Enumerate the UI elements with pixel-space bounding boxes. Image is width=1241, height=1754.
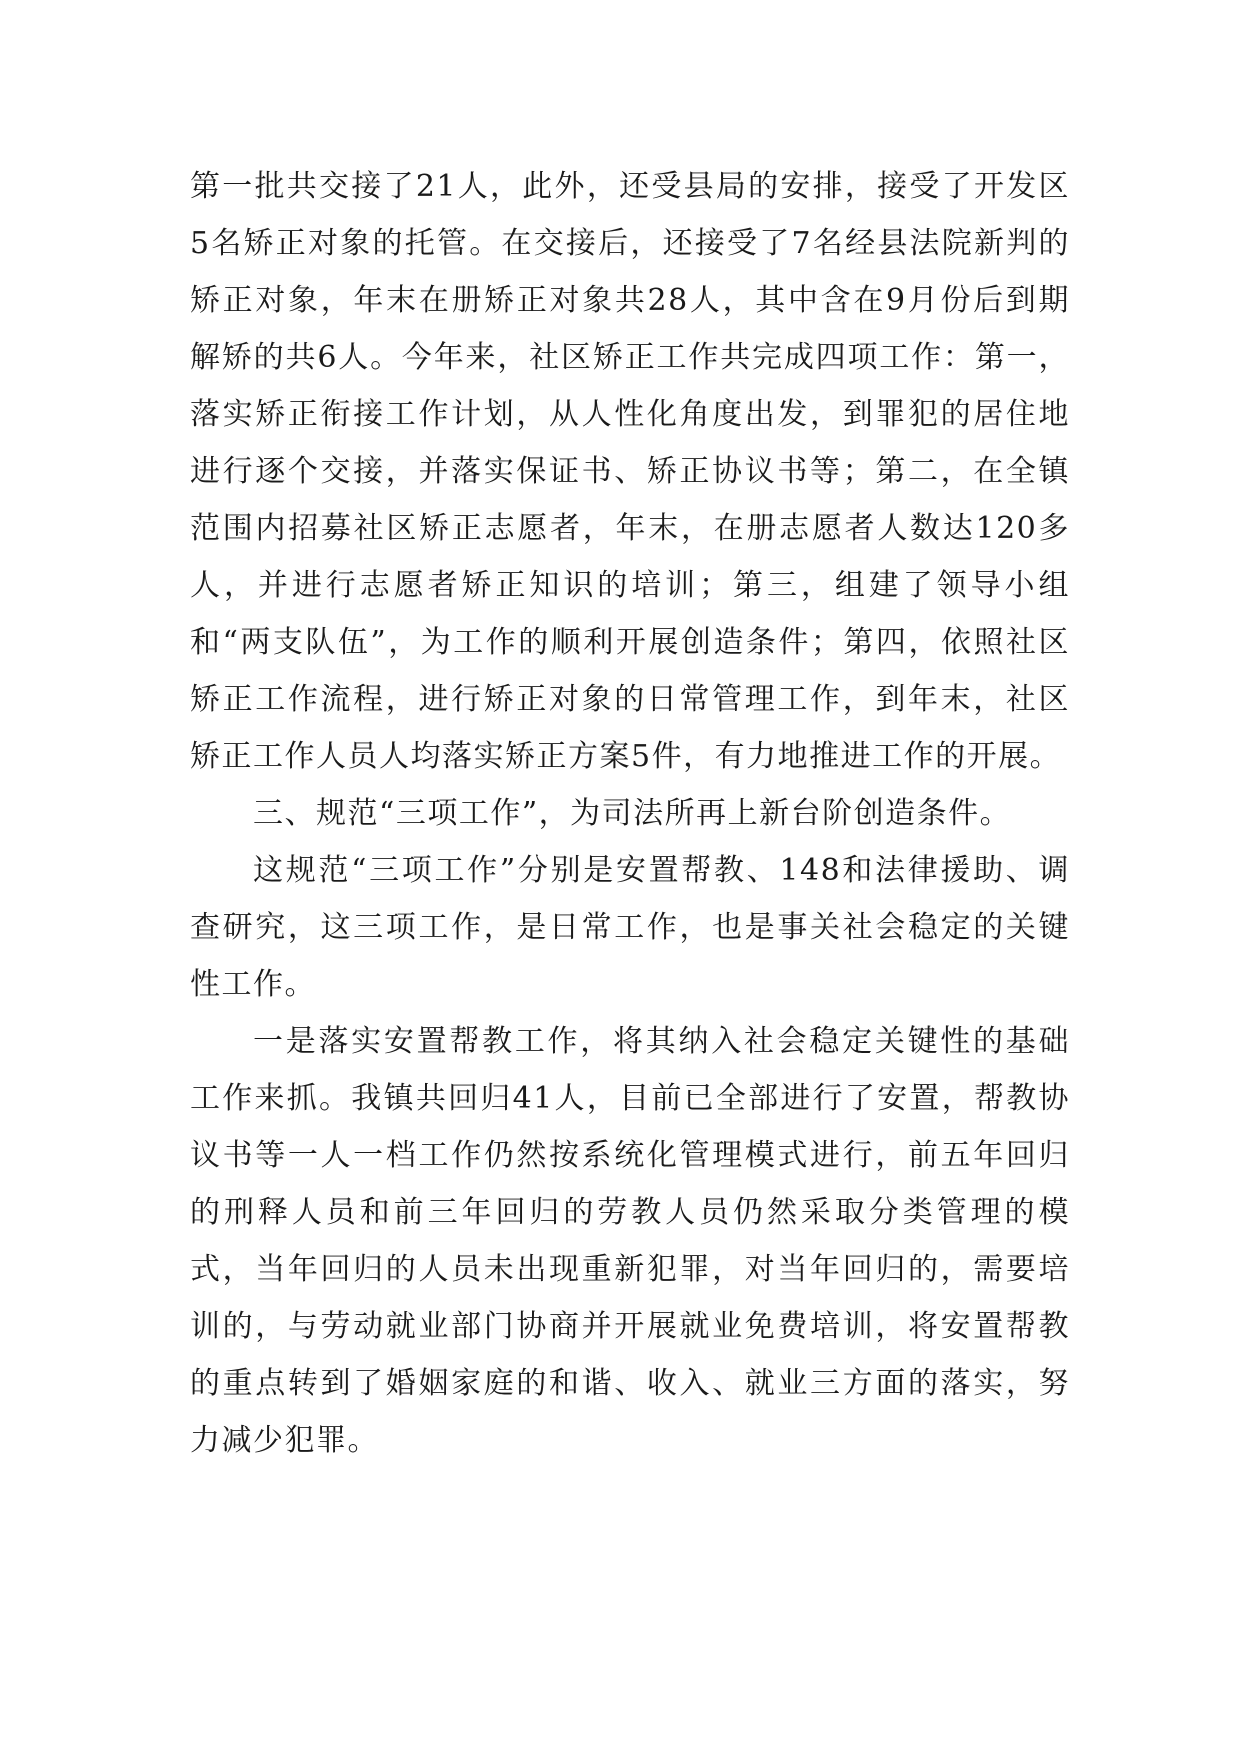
paragraph-continued-corrections-work: 第一批共交接了21人，此外，还受县局的安排，接受了开发区5名矫正对象的托管。在交接后，还接受了7名经县法院新判的矫正对象，年末在册矫正对象共28人，其中含在9月份后到期解矫的共6人。今年来，社区矫正工作共完成四项工作：第一，落实矫正衔接工作计划，从人性化角度出发，到罪犯的居住地进行逐个交接，并落实保证书、矫正协议书等；第二，在全镇范围内招募社区矫正志愿者，年末，在册志愿者人数达120多人，并进行志愿者矫正知识的培训；第三，组建了领导小组和“两支队伍”，为工作的顺利开展创造条件；第四，依照社区矫正工作流程，进行矫正对象的日常管理工作，到年末，社区矫正工作人员人均落实矫正方案5件，有力地推进工作的开展。 [190, 169, 1070, 774]
paragraph-resettlement-assistance: 一是落实安置帮教工作，将其纳入社会稳定关键性的基础工作来抓。我镇共回归41人，目前已全部进行了安置，帮教协议书等一人一档工作仍然按系统化管理模式进行，前五年回归的刑释人员和前三年回归的劳教人员仍然采取分类管理的模式，当年回归的人员未出现重新犯罪，对当年回归的，需要培训的，与劳动就业部门协商并开展就业免费培训，将安置帮教的重点转到了婚姻家庭的和谐、收入、就业三方面的落实，努力减少犯罪。 [190, 1024, 1070, 1458]
document-body [190, 158, 1070, 1469]
paragraph-three-tasks-intro: 这规范“三项工作”分别是安置帮教、148和法律援助、调查研究，这三项工作，是日常工作，也是事关社会稳定的关键性工作。 [190, 853, 1070, 1002]
section-heading-three-tasks: 三、规范“三项工作”，为司法所再上新台阶创造条件。 [253, 796, 1012, 831]
